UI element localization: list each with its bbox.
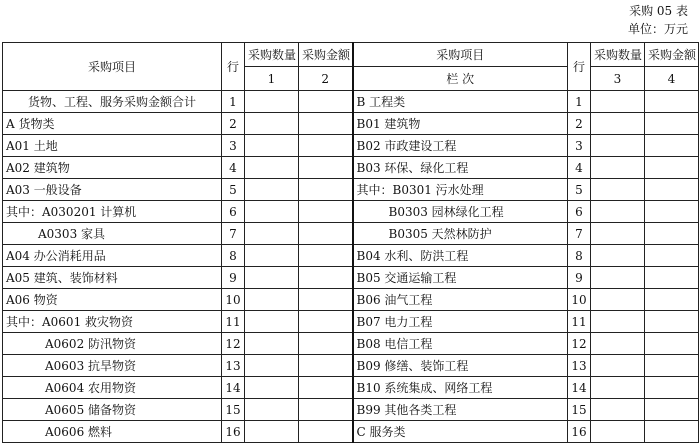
item-label: A04 办公消耗用品 (3, 245, 222, 267)
qty-cell[interactable] (245, 245, 299, 267)
row-number: 16 (222, 421, 245, 443)
qty-cell[interactable] (245, 113, 299, 135)
table-row (3, 157, 699, 179)
item-label: A0605 储备物资 (3, 399, 222, 421)
row-number-right: 2 (568, 113, 591, 135)
qty-cell-right[interactable] (591, 333, 645, 355)
table-row (3, 311, 699, 333)
row-number: 11 (222, 311, 245, 333)
row-number-right: 4 (568, 157, 591, 179)
amount-cell[interactable] (299, 377, 353, 399)
qty-cell-right[interactable] (591, 179, 645, 201)
item-label: 货物、工程、服务采购金额合计 (3, 91, 222, 113)
qty-cell[interactable] (245, 377, 299, 399)
row-number-right: 1 (568, 91, 591, 113)
col-header-qty: 采购数量 (245, 43, 299, 67)
amount-cell[interactable] (299, 91, 353, 113)
unit-label: 单位：万元 (627, 22, 688, 36)
col-number-4: 4 (645, 67, 699, 91)
qty-cell[interactable] (245, 399, 299, 421)
item-label-right: B99 其他各类工程 (353, 399, 568, 421)
item-label: A0604 农用物资 (3, 377, 222, 399)
item-label-right: 其中：B0301 污水处理 (353, 179, 568, 201)
table-row (3, 289, 699, 311)
col-header-row-right: 行 (568, 43, 591, 91)
amount-cell-right[interactable] (645, 223, 699, 245)
qty-cell-right[interactable] (591, 157, 645, 179)
qty-cell-right[interactable] (591, 135, 645, 157)
row-number-right: 16 (568, 421, 591, 443)
row-number-right: 11 (568, 311, 591, 333)
row-number-right: 3 (568, 135, 591, 157)
qty-cell[interactable] (245, 289, 299, 311)
table-row (3, 399, 699, 421)
amount-cell-right[interactable] (645, 91, 699, 113)
item-label-right: B06 油气工程 (353, 289, 568, 311)
item-label-right: B08 电信工程 (353, 333, 568, 355)
item-label: A0603 抗旱物资 (3, 355, 222, 377)
item-label-right: B07 电力工程 (353, 311, 568, 333)
item-label: A05 建筑、装饰材料 (3, 267, 222, 289)
item-label-right: B05 交通运输工程 (353, 267, 568, 289)
amount-cell[interactable] (299, 201, 353, 223)
amount-cell[interactable] (299, 223, 353, 245)
amount-cell-right[interactable] (645, 355, 699, 377)
qty-cell[interactable] (245, 267, 299, 289)
amount-cell[interactable] (299, 135, 353, 157)
row-number-right: 14 (568, 377, 591, 399)
col-header-lanci: 栏 次 (353, 67, 568, 91)
item-label-right: B0305 天然林防护 (353, 223, 568, 245)
item-label-right: C 服务类 (353, 421, 568, 443)
row-number: 12 (222, 333, 245, 355)
amount-cell[interactable] (299, 289, 353, 311)
amount-cell-right[interactable] (645, 421, 699, 443)
amount-cell[interactable] (299, 157, 353, 179)
amount-cell-right[interactable] (645, 135, 699, 157)
amount-cell[interactable] (299, 311, 353, 333)
qty-cell[interactable] (245, 179, 299, 201)
row-number: 7 (222, 223, 245, 245)
qty-cell-right[interactable] (591, 399, 645, 421)
item-label-right: B01 建筑物 (353, 113, 568, 135)
qty-cell[interactable] (245, 91, 299, 113)
amount-cell[interactable] (299, 355, 353, 377)
amount-cell-right[interactable] (645, 157, 699, 179)
item-label: 其中：A0601 救灾物资 (3, 311, 222, 333)
table-row (3, 421, 699, 443)
item-label: A01 土地 (3, 135, 222, 157)
qty-cell[interactable] (245, 311, 299, 333)
item-label: A06 物资 (3, 289, 222, 311)
col-header-item: 采购项目 (3, 43, 222, 91)
qty-cell-right[interactable] (591, 245, 645, 267)
table-row (3, 91, 699, 113)
qty-cell-right[interactable] (591, 355, 645, 377)
row-number-right: 9 (568, 267, 591, 289)
col-header-qty-right: 采购数量 (591, 43, 645, 67)
row-number-right: 8 (568, 245, 591, 267)
qty-cell-right[interactable] (591, 421, 645, 443)
row-number-right: 7 (568, 223, 591, 245)
qty-cell-right[interactable] (591, 311, 645, 333)
qty-cell[interactable] (245, 157, 299, 179)
item-label: A03 一般设备 (3, 179, 222, 201)
col-header-amt: 采购金额 (299, 43, 353, 67)
amount-cell-right[interactable] (645, 267, 699, 289)
item-label-right: B10 系统集成、网络工程 (353, 377, 568, 399)
row-number: 14 (222, 377, 245, 399)
row-number: 13 (222, 355, 245, 377)
form-code: 采购 05 表 (629, 4, 688, 18)
table-row (3, 267, 699, 289)
table-row (3, 201, 699, 223)
table-row (3, 355, 699, 377)
amount-cell-right[interactable] (645, 399, 699, 421)
table-row (3, 377, 699, 399)
qty-cell-right[interactable] (591, 201, 645, 223)
row-number: 9 (222, 267, 245, 289)
item-label-right: B0303 园林绿化工程 (353, 201, 568, 223)
table-row (3, 113, 699, 135)
amount-cell[interactable] (299, 245, 353, 267)
item-label: A0602 防汛物资 (3, 333, 222, 355)
row-number-right: 6 (568, 201, 591, 223)
row-number: 15 (222, 399, 245, 421)
table-row (3, 179, 699, 201)
amount-cell[interactable] (299, 333, 353, 355)
row-number-right: 12 (568, 333, 591, 355)
qty-cell-right[interactable] (591, 113, 645, 135)
row-number: 10 (222, 289, 245, 311)
col-number-1: 1 (245, 67, 299, 91)
amount-cell-right[interactable] (645, 311, 699, 333)
item-label: A 货物类 (3, 113, 222, 135)
qty-cell-right[interactable] (591, 289, 645, 311)
item-label: A02 建筑物 (3, 157, 222, 179)
amount-cell-right[interactable] (645, 113, 699, 135)
item-label: A0303 家具 (3, 223, 222, 245)
qty-cell[interactable] (245, 421, 299, 443)
item-label-right: B04 水利、防洪工程 (353, 245, 568, 267)
row-number: 2 (222, 113, 245, 135)
row-number: 3 (222, 135, 245, 157)
table-row (3, 333, 699, 355)
row-number-right: 15 (568, 399, 591, 421)
qty-cell[interactable] (245, 201, 299, 223)
amount-cell[interactable] (299, 179, 353, 201)
procurement-table (2, 42, 699, 443)
row-number: 5 (222, 179, 245, 201)
col-header-row: 行 (222, 43, 245, 91)
table-row (3, 245, 699, 267)
qty-cell-right[interactable] (591, 267, 645, 289)
col-header-item-right: 采购项目 (353, 43, 568, 67)
item-label-right: B03 环保、绿化工程 (353, 157, 568, 179)
amount-cell[interactable] (299, 113, 353, 135)
row-number: 6 (222, 201, 245, 223)
amount-cell-right[interactable] (645, 377, 699, 399)
qty-cell[interactable] (245, 223, 299, 245)
row-number: 1 (222, 91, 245, 113)
amount-cell-right[interactable] (645, 245, 699, 267)
amount-cell[interactable] (299, 399, 353, 421)
amount-cell-right[interactable] (645, 201, 699, 223)
item-label-right: B 工程类 (353, 91, 568, 113)
row-number: 4 (222, 157, 245, 179)
amount-cell-right[interactable] (645, 179, 699, 201)
qty-cell-right[interactable] (591, 377, 645, 399)
row-number-right: 10 (568, 289, 591, 311)
qty-cell[interactable] (245, 333, 299, 355)
item-label: 其中：A030201 计算机 (3, 201, 222, 223)
qty-cell[interactable] (245, 355, 299, 377)
col-number-3: 3 (591, 67, 645, 91)
qty-cell[interactable] (245, 135, 299, 157)
amount-cell[interactable] (299, 267, 353, 289)
amount-cell[interactable] (299, 421, 353, 443)
amount-cell-right[interactable] (645, 289, 699, 311)
row-number-right: 5 (568, 179, 591, 201)
row-number: 8 (222, 245, 245, 267)
row-number-right: 13 (568, 355, 591, 377)
table-row (3, 223, 699, 245)
item-label-right: B09 修缮、装饰工程 (353, 355, 568, 377)
item-label-right: B02 市政建设工程 (353, 135, 568, 157)
col-number-2: 2 (299, 67, 353, 91)
amount-cell-right[interactable] (645, 333, 699, 355)
table-row (3, 135, 699, 157)
item-label: A0606 燃料 (3, 421, 222, 443)
qty-cell-right[interactable] (591, 223, 645, 245)
qty-cell-right[interactable] (591, 91, 645, 113)
col-header-amt-right: 采购金额 (645, 43, 699, 67)
